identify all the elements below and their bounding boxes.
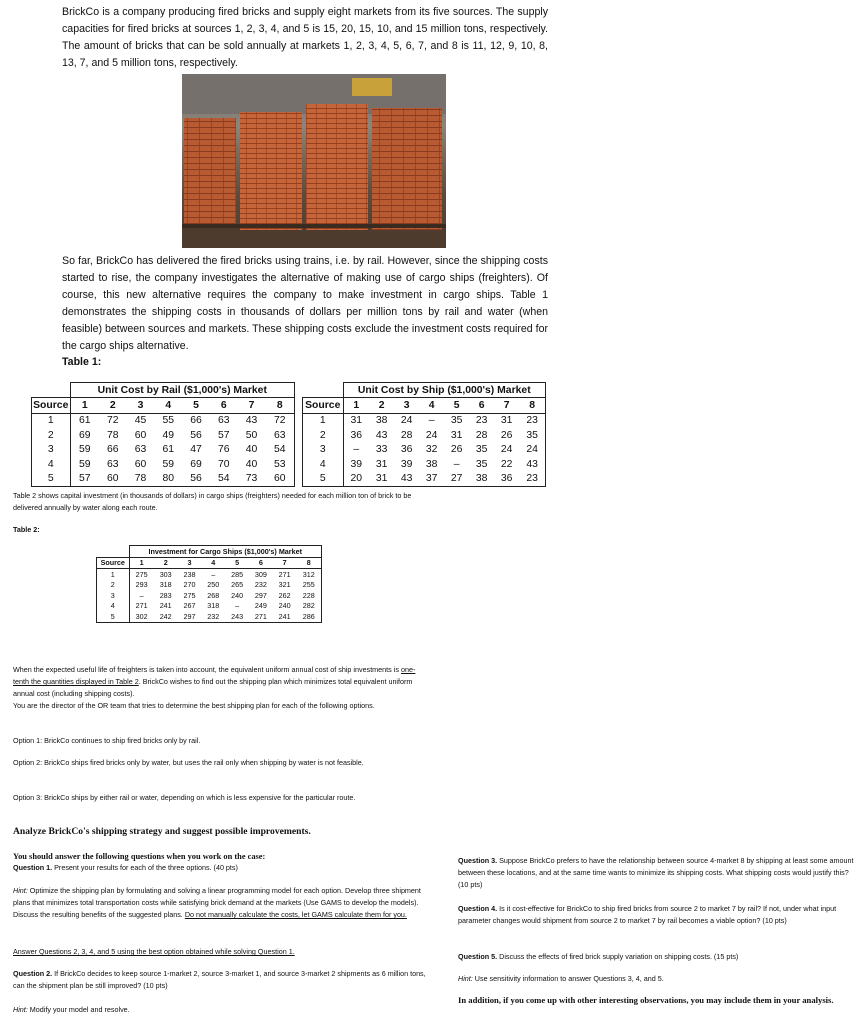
invest-value-cell: 241: [273, 611, 297, 622]
rail-value-cell: 69: [190, 458, 202, 470]
rail-value-cell: 66: [190, 415, 202, 427]
investment-market-header: 4: [201, 557, 225, 569]
question-2-text: If BrickCo decides to keep source 1-market 2, source 3-market 1, and source 3-market 2 shipments as 6 million tons, can the shipment plan be still improved? (10 pts): [13, 969, 426, 990]
ship-value-cell: 38: [375, 415, 388, 427]
rail-value-cell: 61: [162, 444, 175, 456]
ship-value-cell: –: [353, 444, 360, 456]
invest-value-cell: 271: [135, 601, 148, 611]
invest-value-cell: 309: [254, 569, 267, 579]
rail-value-cell: 76: [218, 444, 230, 456]
invest-value-cell: 238: [183, 569, 196, 579]
option-1: Option 1: BrickCo continues to ship fired bricks only by rail.: [13, 736, 201, 745]
ship-value-cell: 24: [519, 443, 545, 458]
table1-label: Table 1:: [62, 356, 102, 368]
rail-value-cell: 63: [107, 458, 119, 470]
invest-value-cell: 271: [278, 569, 291, 579]
investment-market-header: 3: [178, 557, 202, 569]
ship-value-cell: 23: [475, 415, 488, 427]
analyze-heading: Analyze BrickCo's shipping strategy and suggest possible improvements.: [13, 826, 311, 837]
ship-table-title: Unit Cost by Ship ($1,000's) Market: [343, 383, 546, 398]
rail-value-cell: 56: [190, 429, 202, 441]
brick-stacks-image: [182, 74, 446, 248]
question-4-label: Question 4.: [458, 904, 498, 913]
invest-value-cell: 232: [254, 580, 267, 590]
rail-value-cell: 63: [265, 428, 294, 443]
invest-source-cell: 5: [97, 611, 130, 622]
ship-value-cell: 31: [350, 415, 363, 427]
rail-value-cell: 60: [265, 472, 294, 487]
rail-value-cell: 60: [134, 458, 147, 470]
invest-source-cell: 3: [97, 590, 130, 601]
rail-value-cell: 55: [162, 415, 175, 427]
invest-value-cell: 321: [278, 580, 291, 590]
ship-market-header: 4: [419, 398, 444, 414]
rail-value-cell: 40: [245, 444, 258, 456]
table2-intro: Table 2 shows capital investment (in thousands of dollars) in cargo ships (freighters) needed for each million ton of brick to be delivered annually by water along each route.: [13, 491, 412, 512]
invest-table-row: [97, 601, 322, 612]
invest-value-cell: 255: [297, 580, 322, 591]
ship-value-cell: 31: [375, 458, 388, 470]
ship-market-header: 5: [444, 398, 469, 414]
rail-value-cell: 78: [107, 429, 119, 441]
rail-value-cell: 57: [70, 472, 99, 487]
ship-value-cell: 35: [475, 458, 488, 470]
rail-source-cell: 5: [32, 472, 71, 487]
ship-value-cell: 32: [425, 444, 438, 456]
invest-value-cell: 242: [154, 611, 178, 622]
rail-value-cell: 66: [107, 444, 119, 456]
invest-value-cell: 312: [297, 569, 322, 580]
invest-value-cell: 302: [129, 611, 154, 622]
ship-value-cell: 43: [394, 472, 419, 487]
investment-table-title: Investment for Cargo Ships ($1,000's) Market: [129, 546, 322, 558]
ship-value-cell: 31: [500, 415, 513, 427]
rail-value-cell: 56: [182, 472, 210, 487]
rail-value-cell: 54: [210, 472, 238, 487]
brick-photo: [182, 74, 446, 248]
rail-value-cell: 63: [218, 415, 230, 427]
ship-market-header: 8: [519, 398, 545, 414]
ship-table-row: [303, 443, 546, 458]
rail-value-cell: 49: [162, 429, 175, 441]
rail-table-row: [32, 443, 295, 458]
invest-value-cell: 232: [201, 611, 225, 622]
invest-value-cell: 267: [183, 601, 196, 611]
invest-value-cell: 293: [135, 580, 148, 590]
question-4-text: Is it cost-effective for BrickCo to ship fired bricks from source 2 to market 7 by rail? If not, under what input parameter changes would shipment from source 2 to market 7 by rail becomes a viable option? (10 pts): [458, 904, 837, 925]
option-2: Option 2: BrickCo ships fired bricks only by water, but uses the rail only when shipping by water is not feasible.: [13, 758, 364, 767]
ship-value-cell: 24: [425, 429, 438, 441]
hint-1-underlined: Do not manually calculate the costs, let GAMS calculate them for you.: [184, 910, 407, 919]
ship-value-cell: 23: [519, 472, 545, 487]
question-5: [458, 951, 860, 963]
rail-cost-table: [31, 382, 295, 487]
invest-value-cell: 282: [297, 601, 322, 612]
question-4: [458, 903, 860, 927]
ship-value-cell: 38: [425, 458, 438, 470]
ship-value-cell: 35: [475, 444, 488, 456]
hint-2: [13, 1004, 433, 1016]
rail-value-cell: 54: [265, 443, 294, 458]
invest-value-cell: 270: [183, 580, 196, 590]
question-3-label: Question 3.: [458, 856, 498, 865]
rail-market-header: 2: [99, 398, 127, 414]
ship-value-cell: 43: [375, 429, 388, 441]
invest-value-cell: 240: [231, 590, 244, 600]
ship-value-cell: 36: [350, 429, 363, 441]
useful-life-paragraph: [13, 664, 428, 700]
rail-market-header: 5: [182, 398, 210, 414]
invest-table-row: [97, 590, 322, 601]
question-1-text: Present your results for each of the three options. (40 pts): [52, 863, 238, 872]
rail-source-cell: 2: [32, 428, 71, 443]
ship-value-cell: –: [453, 458, 460, 470]
invest-value-cell: 303: [159, 569, 172, 579]
ship-source-cell: 4: [303, 457, 344, 472]
hint-3-label: Hint:: [458, 974, 473, 983]
rail-source-cell: 3: [32, 443, 71, 458]
ship-market-header: 6: [469, 398, 494, 414]
hint-2-text: Modify your model and resolve.: [27, 1005, 130, 1014]
rail-value-cell: 40: [245, 458, 258, 470]
ship-source-cell: 5: [303, 472, 344, 487]
rail-value-cell: 72: [107, 415, 119, 427]
hint-1-text: Optimize the shipping plan by formulating and solving a linear programming model for each option. Develop three shipment plans that minimizes total transportation costs while satisfying brick demand at the markets (Use GAMS to develop the models). Discuss the resulting benefits of the suggested plans.: [13, 886, 421, 919]
rail-value-cell: 57: [218, 429, 230, 441]
ship-market-header: 7: [494, 398, 519, 414]
useful-life-text: When the expected useful life of freighters is taken into account, the equivalent uniform annual cost of ship investments is: [13, 665, 401, 674]
ship-value-cell: 24: [400, 415, 413, 427]
invest-value-cell: 271: [249, 611, 273, 622]
rail-value-cell: 45: [134, 415, 147, 427]
invest-value-cell: 268: [207, 590, 220, 600]
hint-3: [458, 973, 860, 985]
rail-value-cell: 60: [99, 472, 127, 487]
invest-value-cell: 297: [178, 611, 202, 622]
ship-market-header: 1: [343, 398, 369, 414]
question-2-label: Question 2.: [13, 969, 53, 978]
invest-value-cell: –: [139, 590, 144, 600]
invest-source-cell: 2: [97, 580, 130, 591]
invest-table-row: [97, 611, 322, 622]
ship-value-cell: 31: [450, 429, 463, 441]
invest-value-cell: 241: [159, 601, 172, 611]
ship-table-row: [303, 472, 546, 487]
rail-market-header: 4: [154, 398, 182, 414]
rail-value-cell: 69: [78, 429, 91, 441]
ship-value-cell: 36: [400, 444, 413, 456]
rail-value-cell: 63: [134, 444, 147, 456]
ship-value-cell: 22: [500, 458, 513, 470]
rail-value-cell: 50: [245, 429, 258, 441]
invest-source-cell: 4: [97, 601, 130, 612]
invest-value-cell: 318: [159, 580, 172, 590]
question-2: [13, 968, 433, 992]
ship-value-cell: 24: [500, 444, 513, 456]
useful-life-text-end: . BrickCo wishes to find out the shipping plan which minimizes total equivalent uniform annual cost (including shipping costs).: [13, 677, 413, 698]
invest-value-cell: 275: [183, 590, 196, 600]
invest-value-cell: 250: [207, 580, 220, 590]
ship-market-header: 2: [369, 398, 394, 414]
invest-value-cell: 275: [135, 569, 148, 579]
ship-market-header: 3: [394, 398, 419, 414]
rail-value-cell: 80: [154, 472, 182, 487]
ship-value-cell: 31: [369, 472, 394, 487]
hint-1: [13, 885, 435, 921]
ship-source-header: Source: [303, 398, 344, 414]
rail-value-cell: 70: [218, 458, 230, 470]
rail-market-header: 8: [265, 398, 294, 414]
invest-value-cell: 243: [225, 611, 249, 622]
ship-source-cell: 1: [303, 413, 344, 428]
question-3: [458, 855, 860, 891]
invest-value-cell: 240: [278, 601, 291, 611]
hint-2-label: Hint:: [13, 1005, 28, 1014]
question-3-text: Suppose BrickCo prefers to have the relationship between source 4-market 8 by shipping at least some amount between these locations, and at the same time wants to minimize its shipping costs. What shipping costs would justify this? (10 pts): [458, 856, 854, 889]
ship-source-cell: 3: [303, 443, 344, 458]
ship-value-cell: 28: [400, 429, 413, 441]
invest-value-cell: 318: [207, 601, 220, 611]
investment-market-header: 7: [273, 557, 297, 569]
rail-market-header: 6: [210, 398, 238, 414]
invest-source-cell: 1: [97, 569, 130, 580]
invest-value-cell: –: [235, 601, 240, 611]
investment-market-header: 2: [154, 557, 178, 569]
rail-value-cell: 59: [78, 458, 91, 470]
investment-source-header: Source: [97, 557, 130, 569]
investment-market-header: 1: [129, 557, 154, 569]
rail-value-cell: 72: [265, 413, 294, 428]
ship-value-cell: 35: [519, 428, 545, 443]
ship-value-cell: 43: [519, 457, 545, 472]
ship-table-row: [303, 413, 546, 428]
rail-value-cell: 73: [238, 472, 266, 487]
invest-table-row: [97, 569, 322, 580]
rail-table-row: [32, 428, 295, 443]
ship-value-cell: 35: [450, 415, 463, 427]
invest-value-cell: 297: [254, 590, 267, 600]
rail-table-row: [32, 413, 295, 428]
investment-market-header: 8: [297, 557, 322, 569]
question-1-label: Question 1.: [13, 863, 53, 872]
investment-market-header: 6: [249, 557, 273, 569]
rail-source-cell: 4: [32, 457, 71, 472]
rail-table-title: Unit Cost by Rail ($1,000's) Market: [70, 383, 295, 398]
shipping-paragraph: So far, BrickCo has delivered the fired bricks using trains, i.e. by rail. However, since the shipping costs started to rise, the company investigates the alternative of making use of cargo ships (freighters). Of course, this new alternative requires the company to make investment in cargo ships. Table 1 demonstrates the shipping costs in thousands of dollars per million tons by rail and water (when feasible) between sources and markets. These shipping costs exclude the investment costs required for the cargo ships alternative.: [62, 255, 548, 352]
rail-value-cell: 61: [78, 415, 91, 427]
investment-market-header: 5: [225, 557, 249, 569]
invest-table-row: [97, 580, 322, 591]
rail-source-header: Source: [32, 398, 71, 414]
rail-value-cell: 43: [245, 415, 258, 427]
ship-value-cell: 28: [475, 429, 488, 441]
invest-value-cell: –: [211, 569, 216, 579]
rail-table-row: [32, 472, 295, 487]
ship-value-cell: 26: [450, 444, 463, 456]
invest-value-cell: 265: [231, 580, 244, 590]
invest-value-cell: 228: [297, 590, 322, 601]
intro-paragraph: BrickCo is a company producing fired bricks and supply eight markets from its five sources. The supply capacities for fired bricks at sources 1, 2, 3, 4, and 5 is 15, 20, 15, 10, and 15 million tons, respectively. The amount of bricks that can be sold annually at markets 1, 2, 3, 4, 5, 6, 7, and 8 is 11, 12, 9, 10, 8, 13, 7, and 5 million tons, respectively.: [62, 6, 548, 69]
rail-market-header: 7: [238, 398, 266, 414]
hint-3-text: Use sensitivity information to answer Questions 3, 4, and 5.: [472, 974, 664, 983]
rail-market-header: 1: [70, 398, 99, 414]
ship-source-cell: 2: [303, 428, 344, 443]
ship-value-cell: 26: [500, 429, 513, 441]
ship-cost-table: [302, 382, 546, 487]
ship-value-cell: 27: [444, 472, 469, 487]
rail-source-cell: 1: [32, 413, 71, 428]
investment-table: [96, 545, 322, 623]
ship-value-cell: 36: [494, 472, 519, 487]
answer-note: Answer Questions 2, 3, 4, and 5 using the best option obtained while solving Question 1.: [13, 947, 295, 956]
answer-heading: You should answer the following questions when you work on the case:: [13, 852, 266, 861]
ship-value-cell: 33: [375, 444, 388, 456]
rail-market-header: 3: [127, 398, 155, 414]
ship-table-row: [303, 457, 546, 472]
useful-life-underlined: one-tenth the quantities displayed in Table 2: [13, 665, 416, 686]
ship-value-cell: 37: [419, 472, 444, 487]
rail-value-cell: 53: [265, 457, 294, 472]
question-1: [13, 862, 433, 874]
ship-value-cell: 39: [400, 458, 413, 470]
question-5-label: Question 5.: [458, 952, 498, 961]
table2-label: Table 2:: [13, 525, 40, 534]
ship-value-cell: –: [428, 415, 435, 427]
rail-table-row: [32, 457, 295, 472]
rail-value-cell: 47: [190, 444, 202, 456]
director-paragraph: You are the director of the OR team that tries to determine the best shipping plan for each of the following options.: [13, 701, 375, 710]
hint-1-label: Hint:: [13, 886, 28, 895]
rail-value-cell: 60: [134, 429, 147, 441]
invest-value-cell: 286: [297, 611, 322, 622]
closing-note: In addition, if you come up with other interesting observations, you may include them in your analysis.: [458, 995, 834, 1005]
ship-table-row: [303, 428, 546, 443]
invest-value-cell: 249: [254, 601, 267, 611]
ship-value-cell: 20: [343, 472, 369, 487]
invest-value-cell: 285: [231, 569, 244, 579]
ship-value-cell: 39: [350, 458, 363, 470]
invest-value-cell: 262: [278, 590, 291, 600]
question-5-text: Discuss the effects of fired brick supply variation on shipping costs. (15 pts): [497, 952, 739, 961]
rail-value-cell: 59: [162, 458, 175, 470]
rail-value-cell: 78: [127, 472, 155, 487]
ship-value-cell: 38: [469, 472, 494, 487]
rail-value-cell: 59: [78, 444, 91, 456]
ship-value-cell: 23: [519, 413, 545, 428]
invest-value-cell: 283: [159, 590, 172, 600]
option-3: Option 3: BrickCo ships by either rail or water, depending on which is less expensive for the particular route.: [13, 793, 356, 802]
